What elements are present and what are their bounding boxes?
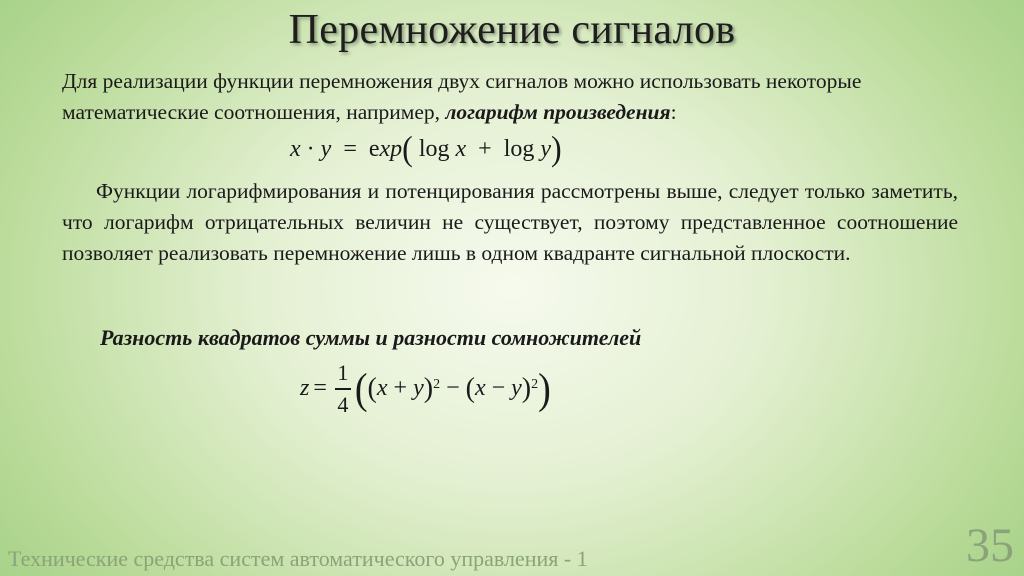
formula-paren-open: (	[402, 128, 413, 168]
formula2-outer-close: )	[538, 364, 551, 413]
intro-paragraph	[62, 66, 958, 128]
formula2-equals: =	[313, 375, 327, 402]
formula-log1: log	[418, 136, 450, 162]
formula2-inner-close1: )	[423, 372, 434, 404]
section-subheading: Разность квадратов суммы и разности сомножителей	[100, 325, 642, 350]
formula-var-y: y	[320, 136, 332, 162]
fraction-numerator: 1	[337, 360, 349, 385]
formula-var-y2: y	[540, 136, 552, 162]
intro-text: Для реализации функции перемножения двух сигналов можно использовать некоторые математические соотношения, например,	[62, 69, 862, 124]
formula2-exponent2: 2	[531, 376, 539, 392]
explanation-paragraph	[62, 176, 958, 269]
formula2-fraction	[335, 360, 351, 418]
fraction-denominator: 4	[337, 391, 349, 417]
formula2-var-x2: x	[474, 375, 486, 402]
formula2-plus: +	[393, 375, 408, 402]
formula2-var-y2: y	[511, 375, 522, 402]
log-product-formula	[290, 128, 562, 168]
formula2-inner-close2: )	[521, 372, 532, 404]
formula-paren-close: )	[551, 128, 562, 168]
page-number: 35	[966, 519, 1014, 572]
formula2-inner-open1: (	[367, 372, 377, 404]
formula2-var-x1: x	[376, 375, 388, 402]
formula2-outer-open: (	[354, 364, 368, 413]
slide-footer: Технические средства систем автоматического управления - 1	[8, 546, 588, 571]
formula-exp-xp: xp	[379, 136, 403, 162]
fraction-bar	[335, 388, 351, 390]
formula2-inner-open2: (	[465, 372, 475, 404]
formula2-var-y1: y	[413, 375, 424, 402]
difference-of-squares-formula	[300, 360, 551, 418]
formula-dot: ·	[306, 136, 315, 162]
formula2-minus: −	[446, 375, 460, 402]
formula2-minus2: −	[491, 375, 506, 402]
formula2-exponent1: 2	[433, 376, 441, 392]
formula-plus: +	[478, 136, 492, 162]
intro-emphasis: логарифм произведения	[445, 100, 671, 124]
formula-exp-e: e	[368, 136, 380, 162]
intro-colon: :	[670, 100, 677, 124]
formula-var-x2: x	[455, 136, 467, 162]
formula-var-x: x	[290, 136, 301, 162]
formula-log2: log	[503, 136, 535, 162]
slide-title: Перемножение сигналов	[288, 7, 736, 53]
explanation-text: Функции логарифмирования и потенцирования рассмотрены выше, следует только заметить, что логарифм отрицательных величин не существует, поэтому представленное соотношение позволяет реализовать перемножение лишь в одном квадранте сигнальной плоскости.	[62, 179, 958, 265]
formula2-var-z: z	[300, 375, 310, 402]
formula-equals: =	[343, 136, 357, 162]
